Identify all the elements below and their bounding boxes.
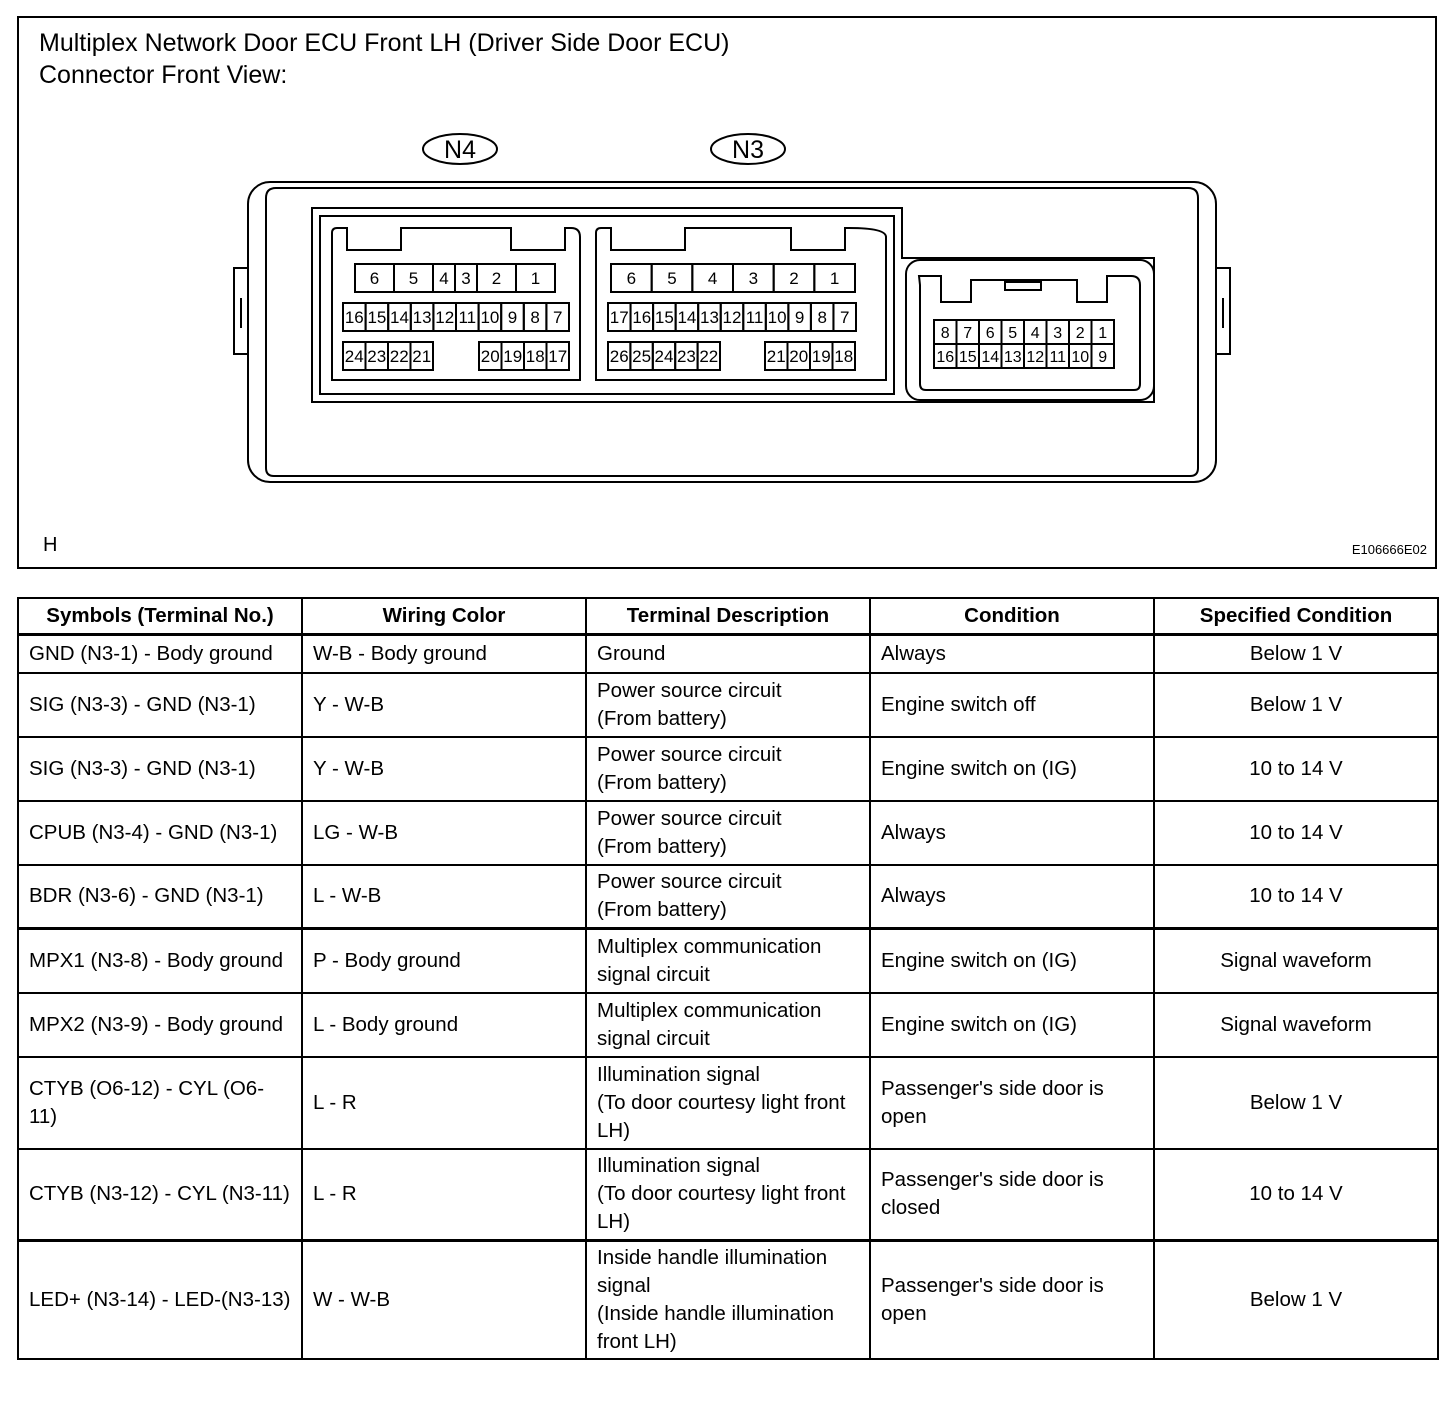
cell-symbols: CTYB (N3-12) - CYL (N3-11) [18,1149,302,1241]
header-wiring-color: Wiring Color [302,598,586,635]
pin-number: 9 [1098,348,1108,366]
cell-wiring-color: P - Body ground [302,929,586,993]
cell-terminal-description: Power source circuit (From battery) [586,801,870,865]
pin-number: 7 [963,324,973,342]
cell-terminal-description: Illumination signal (To door courtesy light front LH) [586,1057,870,1149]
cell-specified-condition: 10 to 14 V [1154,865,1438,929]
cell-wiring-color: LG - W-B [302,801,586,865]
cell-specified-condition: Below 1 V [1154,635,1438,673]
cell-wiring-color: Y - W-B [302,673,586,737]
cell-wiring-color: Y - W-B [302,737,586,801]
pin-number: 20 [480,347,500,367]
pin-number: 16 [344,308,364,328]
pin-number: 12 [722,308,742,328]
pin-number: 9 [507,308,518,328]
pin-number: 11 [458,308,477,328]
cell-wiring-color: W-B - Body ground [302,635,586,673]
pin-number: 14 [390,308,409,328]
pin-number: 23 [367,347,387,367]
table-row [18,737,1438,801]
pin-number: 19 [503,347,523,367]
figure-code: E106666E02 [1351,542,1427,557]
cell-symbols: GND (N3-1) - Body ground [18,635,302,673]
pin-number: 8 [817,308,827,328]
pin-number: 3 [748,269,759,289]
pin-number: 11 [1049,348,1067,366]
cell-wiring-color: L - Body ground [302,993,586,1057]
table-row [18,635,1438,673]
pin-number: 15 [367,308,387,328]
cell-specified-condition: Below 1 V [1154,673,1438,737]
cell-specified-condition: Below 1 V [1154,1241,1438,1359]
pin-number: 22 [699,347,719,367]
pin-number: 8 [940,324,950,342]
pin-number: 4 [707,269,718,289]
pin-number: 2 [1075,324,1085,342]
cell-terminal-description: Illumination signal (To door courtesy light front LH) [586,1149,870,1241]
pin-number: 24 [344,347,364,367]
pin-number: 20 [789,347,809,367]
pin-number: 23 [676,347,696,367]
n4-label: N4 [444,136,476,164]
pin-number: 19 [811,347,831,367]
cell-symbols: MPX1 (N3-8) - Body ground [18,929,302,993]
header-terminal-description: Terminal Description [586,598,870,635]
table-header-row [18,598,1438,635]
pin-number: 6 [985,324,995,342]
pin-number: 8 [530,308,540,328]
pin-number: 13 [699,308,719,328]
header-specified-condition: Specified Condition [1154,598,1438,635]
cell-symbols: MPX2 (N3-9) - Body ground [18,993,302,1057]
cell-symbols: SIG (N3-3) - GND (N3-1) [18,737,302,801]
cell-terminal-description: Power source circuit (From battery) [586,865,870,929]
ecu-connector-diagram [19,18,1435,567]
pin-number: 14 [677,308,697,328]
terminal-spec-table [17,597,1439,1360]
pin-number: 3 [461,269,471,289]
pin-number: 18 [834,347,854,367]
n3-pins [608,264,856,370]
pin-number: 12 [435,308,455,328]
pin-number: 1 [829,269,840,289]
pin-number: 17 [548,347,568,367]
header-symbols: Symbols (Terminal No.) [18,598,302,635]
table-row [18,1057,1438,1149]
cell-condition: Passenger's side door is closed [870,1149,1154,1241]
cell-terminal-description: Multiplex communication signal circuit [586,993,870,1057]
cell-symbols: BDR (N3-6) - GND (N3-1) [18,865,302,929]
n4-n3-shell-outer [312,208,1154,402]
header-condition: Condition [870,598,1154,635]
table-row [18,1241,1438,1359]
cell-condition: Passenger's side door is open [870,1241,1154,1359]
pin-number: 1 [1098,324,1108,342]
table-row [18,865,1438,929]
cell-symbols: CPUB (N3-4) - GND (N3-1) [18,801,302,865]
pin-number: 15 [654,308,674,328]
pin-number: 21 [766,347,786,367]
pin-number: 25 [632,347,652,367]
table-row [18,1149,1438,1241]
pin-number: 4 [439,269,449,289]
cell-terminal-description: Multiplex communication signal circuit [586,929,870,993]
pin-number: 4 [1030,324,1040,342]
table-row [18,801,1438,865]
cell-symbols: CTYB (O6-12) - CYL (O6-11) [18,1057,302,1149]
table-row [18,993,1438,1057]
cell-symbols: LED+ (N3-14) - LED-(N3-13) [18,1241,302,1359]
cell-terminal-description: Power source circuit (From battery) [586,737,870,801]
pin-number: 11 [745,308,764,328]
table-body [18,635,1438,1359]
cell-condition: Engine switch on (IG) [870,993,1154,1057]
pin-number: 14 [981,348,1000,366]
pin-number: 13 [412,308,432,328]
pin-number: 3 [1053,324,1063,342]
pin-number: 9 [794,308,805,328]
cell-wiring-color: L - W-B [302,865,586,929]
figure-subtitle: Connector Front View: [39,61,288,89]
pin-number: 10 [480,308,500,328]
cell-specified-condition: 10 to 14 V [1154,1149,1438,1241]
cell-condition: Engine switch on (IG) [870,929,1154,993]
pin-number: 21 [412,347,432,367]
pin-number: 6 [626,269,637,289]
table-row [18,673,1438,737]
figure-corner-letter: H [43,534,58,556]
pin-number: 1 [530,269,541,289]
figure-title: Multiplex Network Door ECU Front LH (Driver Side Door ECU) [39,29,730,57]
pin-number: 5 [408,269,419,289]
pin-number: 22 [389,347,409,367]
pin-number: 16 [632,308,652,328]
cell-terminal-description: Ground [586,635,870,673]
pin-number: 7 [552,308,563,328]
pin-number: 18 [525,347,545,367]
cell-specified-condition: 10 to 14 V [1154,801,1438,865]
pin-number: 24 [654,347,674,367]
cell-condition: Always [870,801,1154,865]
n4-pins [343,264,569,370]
pin-number: 12 [1026,348,1045,366]
cell-condition: Engine switch off [870,673,1154,737]
cell-specified-condition: 10 to 14 V [1154,737,1438,801]
cell-wiring-color: L - R [302,1057,586,1149]
o6-latch [1005,282,1041,290]
cell-terminal-description: Power source circuit (From battery) [586,673,870,737]
pin-number: 6 [369,269,380,289]
pin-number: 15 [958,348,977,366]
table-row [18,929,1438,993]
cell-symbols: SIG (N3-3) - GND (N3-1) [18,673,302,737]
cell-condition: Always [870,865,1154,929]
pin-number: 2 [789,269,799,289]
cell-specified-condition: Signal waveform [1154,993,1438,1057]
cell-wiring-color: L - R [302,1149,586,1241]
pin-number: 5 [667,269,677,289]
pin-number: 5 [1008,324,1018,342]
pin-number: 17 [609,308,629,328]
pin-number: 13 [1003,348,1022,366]
cell-condition: Always [870,635,1154,673]
cell-condition: Engine switch on (IG) [870,737,1154,801]
pin-number: 2 [491,269,502,289]
o6-pins [934,320,1114,368]
connector-figure [17,16,1437,569]
pin-number: 16 [936,348,955,366]
cell-specified-condition: Below 1 V [1154,1057,1438,1149]
cell-wiring-color: W - W-B [302,1241,586,1359]
pin-number: 26 [609,347,629,367]
cell-condition: Passenger's side door is open [870,1057,1154,1149]
pin-number: 10 [767,308,787,328]
pin-number: 7 [839,308,850,328]
cell-terminal-description: Inside handle illumination signal (Inside handle illumination front LH) [586,1241,870,1359]
n3-label: N3 [732,136,764,164]
cell-specified-condition: Signal waveform [1154,929,1438,993]
pin-number: 10 [1071,348,1090,366]
